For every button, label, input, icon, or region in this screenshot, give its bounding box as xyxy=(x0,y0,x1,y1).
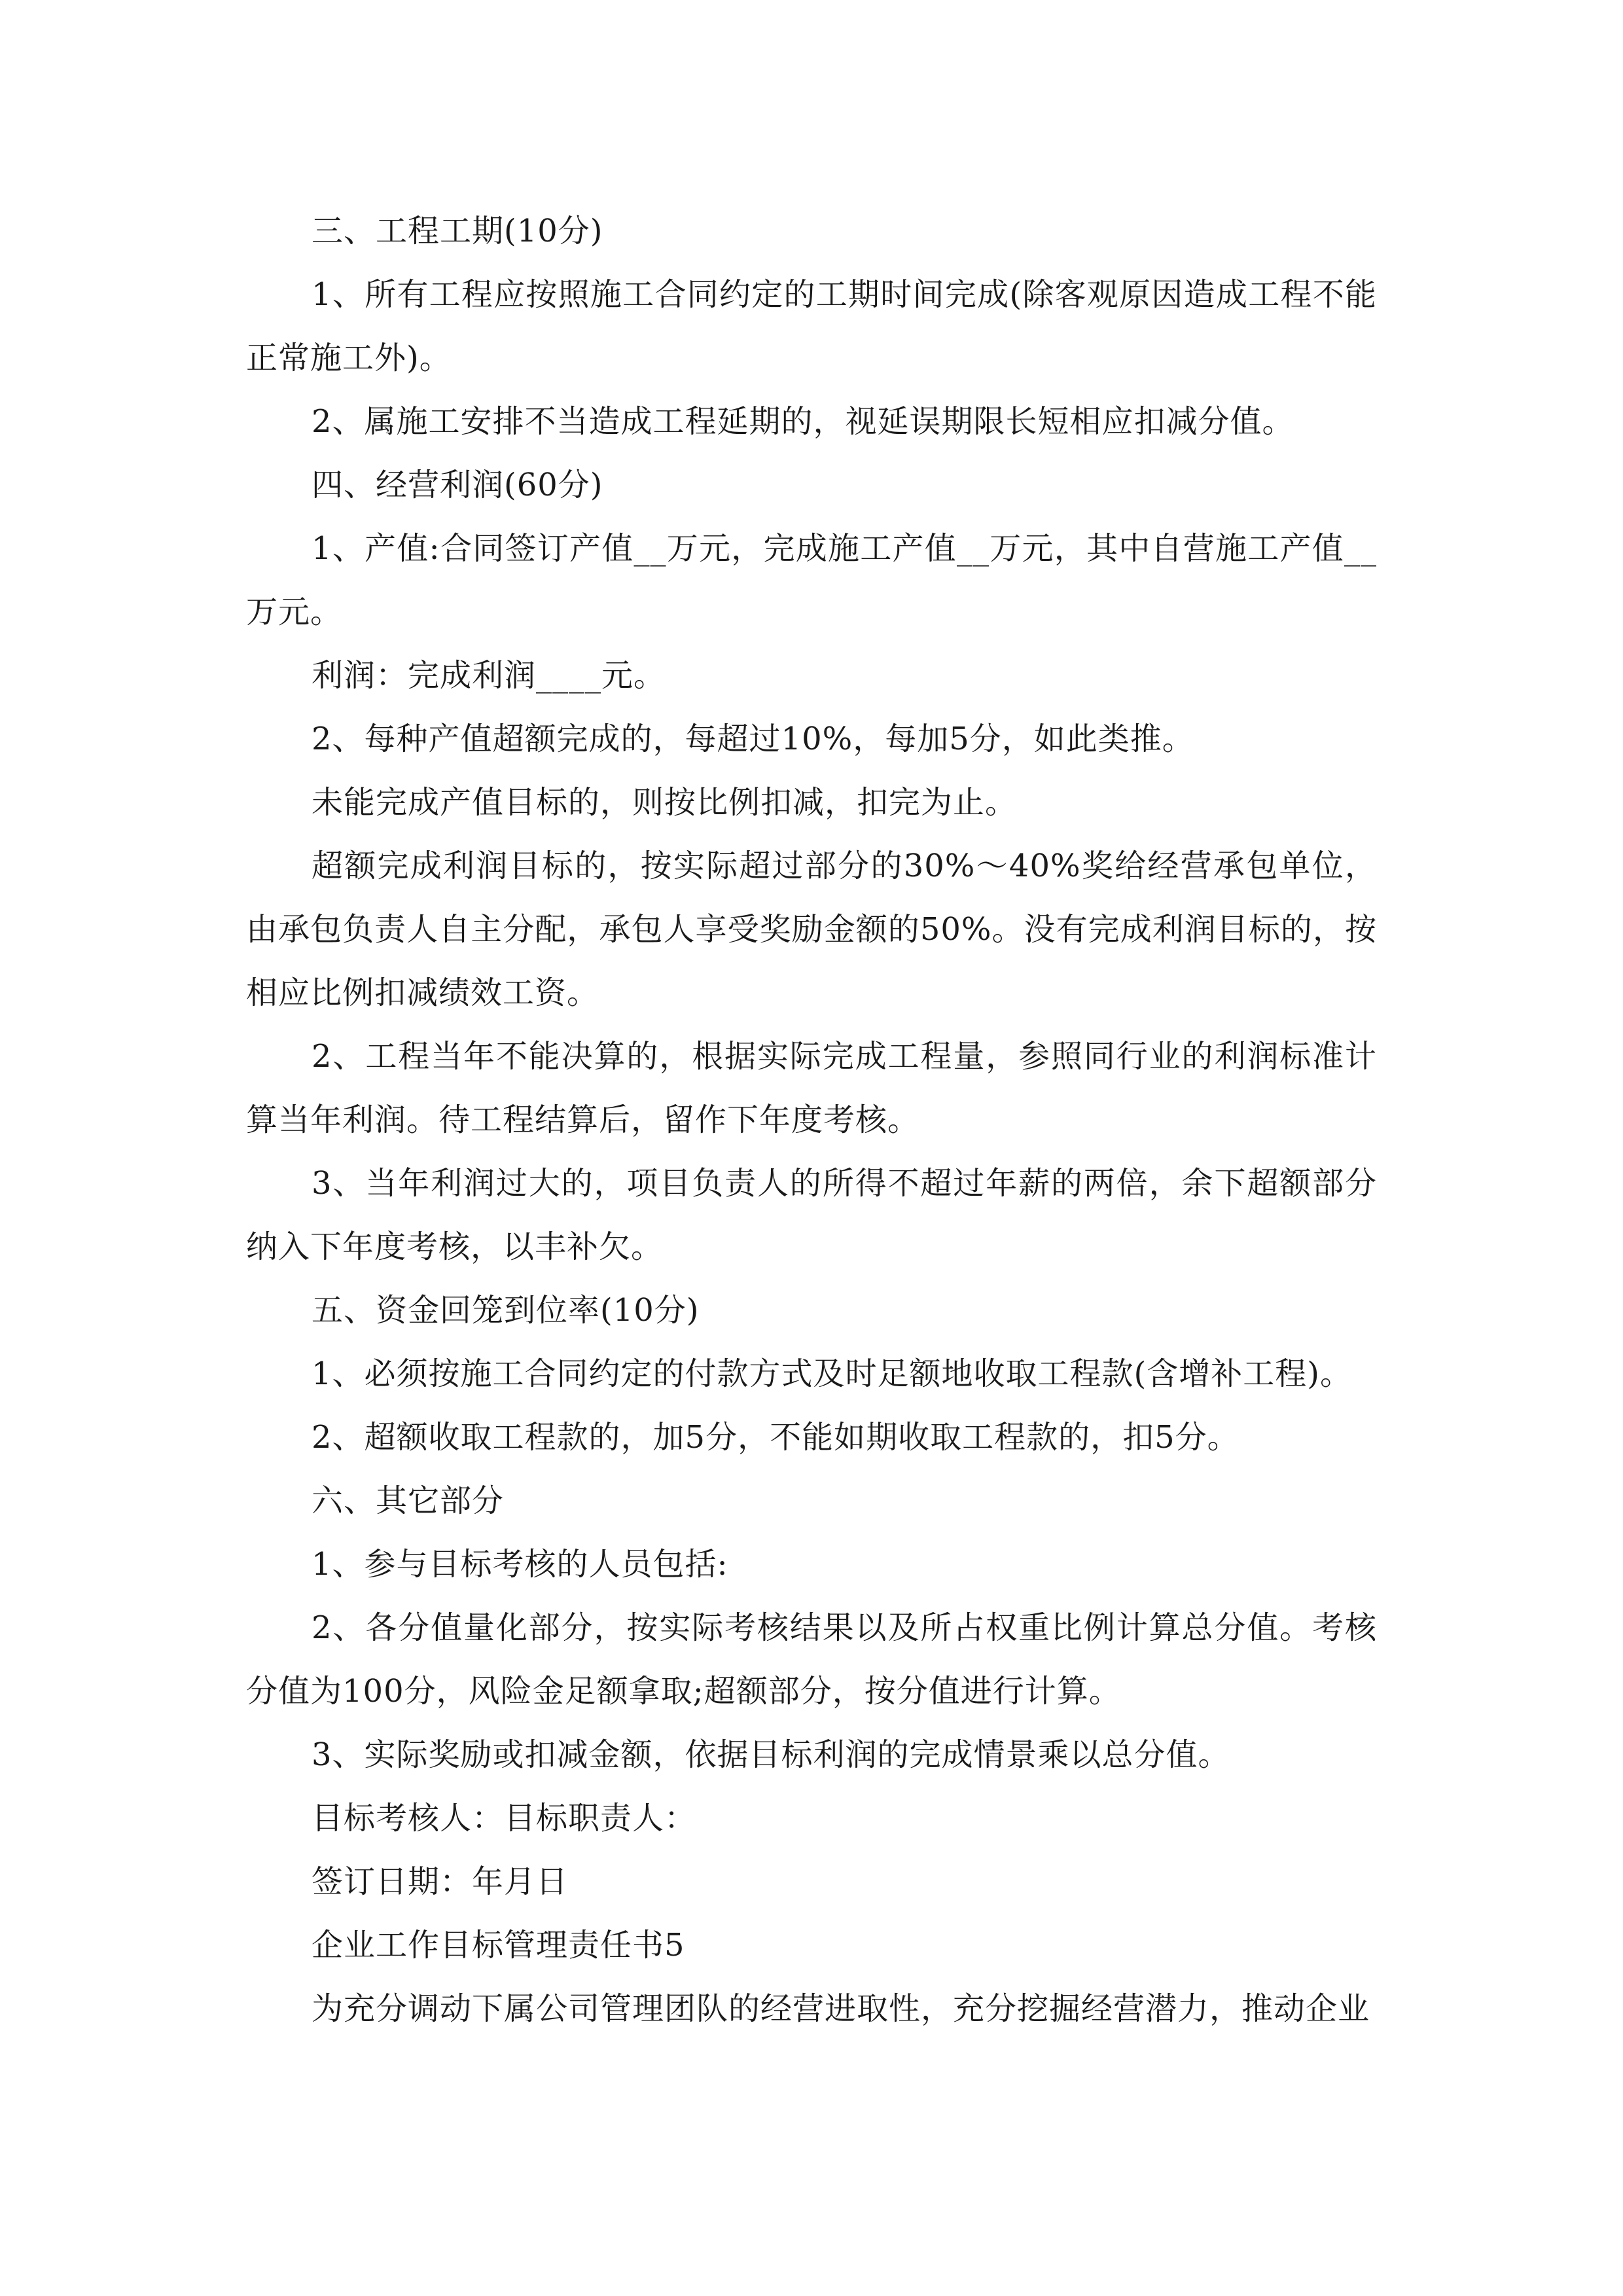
paragraph: 为充分调动下属公司管理团队的经营进取性，充分挖掘经营潜力，推动企业 xyxy=(312,1990,1370,2027)
paragraph: 1、必须按施工合同约定的付款方式及时足额地收取工程款(含增补工程)。 xyxy=(312,1355,1352,1392)
section-heading-schedule: 三、工程工期(10分) xyxy=(312,213,603,249)
paragraph: 2、工程当年不能决算的，根据实际完成工程量，参照同行业的利润标准计算当年利润。待工程结算后，留作下年度考核。 xyxy=(246,1038,1377,1138)
paragraph: 1、所有工程应按照施工合同约定的工期时间完成(除客观原因造成工程不能正常施工外)。 xyxy=(246,276,1377,376)
paragraph: 未能完成产值目标的，则按比例扣减，扣完为止。 xyxy=(312,784,1018,821)
paragraph: 2、各分值量化部分，按实际考核结果以及所占权重比例计算总分值。考核分值为100分，风险金足额拿取;超额部分，按分值进行计算。 xyxy=(246,1609,1377,1710)
paragraph: 2、每种产值超额完成的，每超过10%，每加5分，如此类推。 xyxy=(312,721,1194,757)
section-heading-funds: 五、资金回笼到位率(10分) xyxy=(312,1292,700,1329)
document-body xyxy=(246,200,1377,2041)
section-heading-other: 六、其它部分 xyxy=(312,1482,505,1519)
paragraph: 3、实际奖励或扣减金额，依据目标利润的完成情景乘以总分值。 xyxy=(312,1736,1230,1773)
paragraph: 3、当年利润过大的，项目负责人的所得不超过年薪的两倍，余下超额部分纳入下年度考核，以丰补欠。 xyxy=(246,1165,1377,1265)
paragraph: 1、产值:合同签订产值__万元，完成施工产值__万元，其中自营施工产值__万元。 xyxy=(246,530,1377,630)
paragraph: 2、超额收取工程款的，加5分，不能如期收取工程款的，扣5分。 xyxy=(312,1419,1240,1456)
document-subtitle: 企业工作目标管理责任书5 xyxy=(312,1927,685,1964)
paragraph: 利润：完成利润____元。 xyxy=(312,657,666,694)
signature-line: 目标考核人：目标职责人： xyxy=(312,1800,697,1837)
paragraph: 超额完成利润目标的，按实际超过部分的30%～40%奖给经营承包单位，由承包负责人自主分配，承包人享受奖励金额的50%。没有完成利润目标的，按相应比例扣减绩效工资。 xyxy=(246,848,1377,1011)
section-heading-profit: 四、经营利润(60分) xyxy=(312,467,603,503)
paragraph: 2、属施工安排不当造成工程延期的，视延误期限长短相应扣减分值。 xyxy=(312,403,1294,440)
paragraph: 1、参与目标考核的人员包括: xyxy=(312,1546,728,1583)
date-line: 签订日期：年月日 xyxy=(312,1863,569,1900)
